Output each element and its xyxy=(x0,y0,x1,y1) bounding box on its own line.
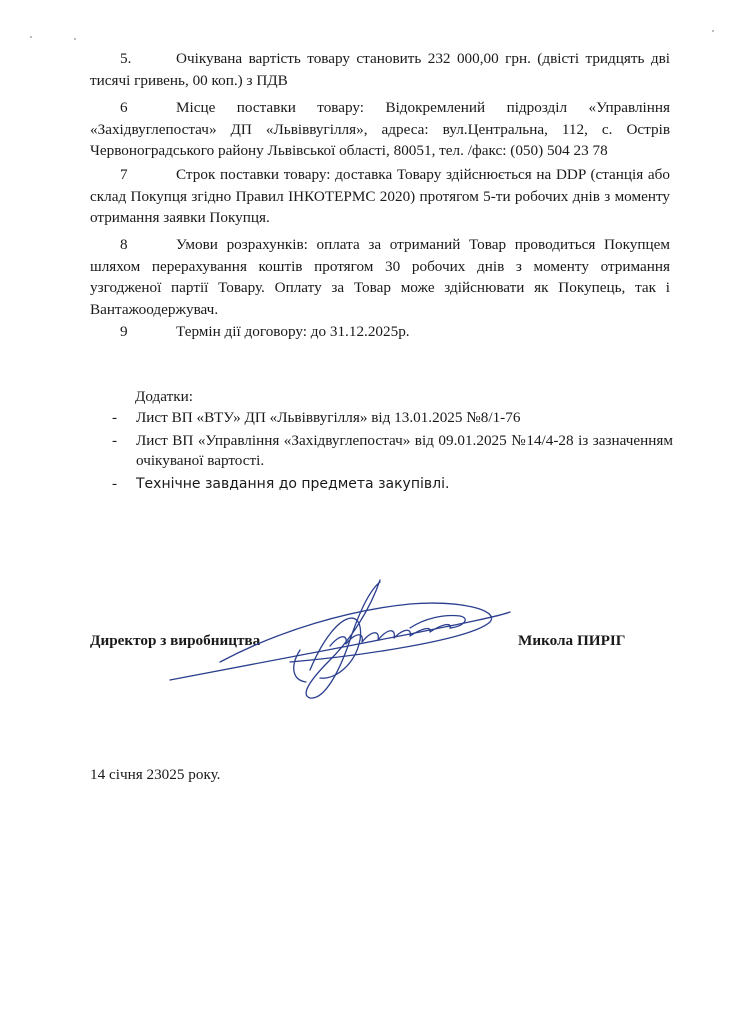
clause-text: Умови розрахунків: оплата за отриманий Товар проводиться Покупцем шляхом перерахування коштів протягом 30 робочих днів з моменту отримання узгодженої партії Товару. Оплату за Товар може здійснювати як Покупець, так і Вантажоодержувач. xyxy=(90,236,670,318)
signature-stroke xyxy=(306,580,380,698)
clause-text: Місце поставки товару: Відокремлений підрозділ «Управління «Західвуглепостач» ДП «Львіввугілля», адреса: вул.Центральна, 112, с. Острів Червоноградського району Львівської області, 80051, тел. /факс: (050) 504 23 78 xyxy=(90,99,670,159)
scan-speck xyxy=(74,38,76,40)
scan-speck xyxy=(30,36,32,38)
handwritten-signature xyxy=(160,570,520,710)
signature-stroke xyxy=(330,625,450,646)
document-date: 14 січня 23025 року. xyxy=(90,766,221,783)
list-item: - Технічне завдання до предмета закупівлі. xyxy=(112,474,450,492)
clause-8 xyxy=(90,234,670,320)
list-item: - Лист ВП «ВТУ» ДП «Львіввугілля» від 13.01.2025 №8/1-76 xyxy=(112,409,521,426)
clause-5 xyxy=(90,48,670,91)
annex-text: Лист ВП «Управління «Західвуглепостач» від 09.01.2025 №14/4-28 із зазначенням очікуваної вартості. xyxy=(136,431,673,469)
signature-stroke xyxy=(170,612,510,680)
signature-stroke xyxy=(410,616,465,629)
clause-text: Очікувана вартість товару становить 232 000,00 грн. (двісті тридцять дві тисячі гривень, 00 коп.) з ПДВ xyxy=(90,50,670,89)
clause-text: Термін дії договору: до 31.12.2025р. xyxy=(176,323,410,340)
clause-number: 5. xyxy=(120,50,132,67)
clause-number: 7 xyxy=(120,166,128,183)
clause-number: 8 xyxy=(120,236,128,253)
clause-text: Строк поставки товару: доставка Товару здійснюється на DDP (станція або склад Покупця згідно Правил ІНКОТЕРМС 2020) протягом 5-ти робочих днів з моменту отримання заявки Покупця. xyxy=(90,166,670,226)
signatory-name: Микола ПИРІГ xyxy=(518,632,626,649)
scan-speck xyxy=(712,30,714,32)
list-item: - Лист ВП «Управління «Західвуглепостач» від 09.01.2025 №14/4-28 із зазначенням очікуваної вартості. xyxy=(112,431,673,469)
clause-7 xyxy=(90,164,670,229)
clause-9 xyxy=(90,321,670,343)
annexes-title: Додатки: xyxy=(135,388,193,405)
annex-text: Технічне завдання до предмета закупівлі. xyxy=(136,475,450,492)
annex-text: Лист ВП «ВТУ» ДП «Львіввугілля» від 13.01.2025 №8/1-76 xyxy=(136,409,521,426)
clause-number: 6 xyxy=(120,99,128,116)
clause-number: 9 xyxy=(120,323,128,340)
signatory-role: Директор з виробництва xyxy=(90,632,261,649)
clause-6 xyxy=(90,97,670,162)
annexes-list xyxy=(108,408,673,496)
